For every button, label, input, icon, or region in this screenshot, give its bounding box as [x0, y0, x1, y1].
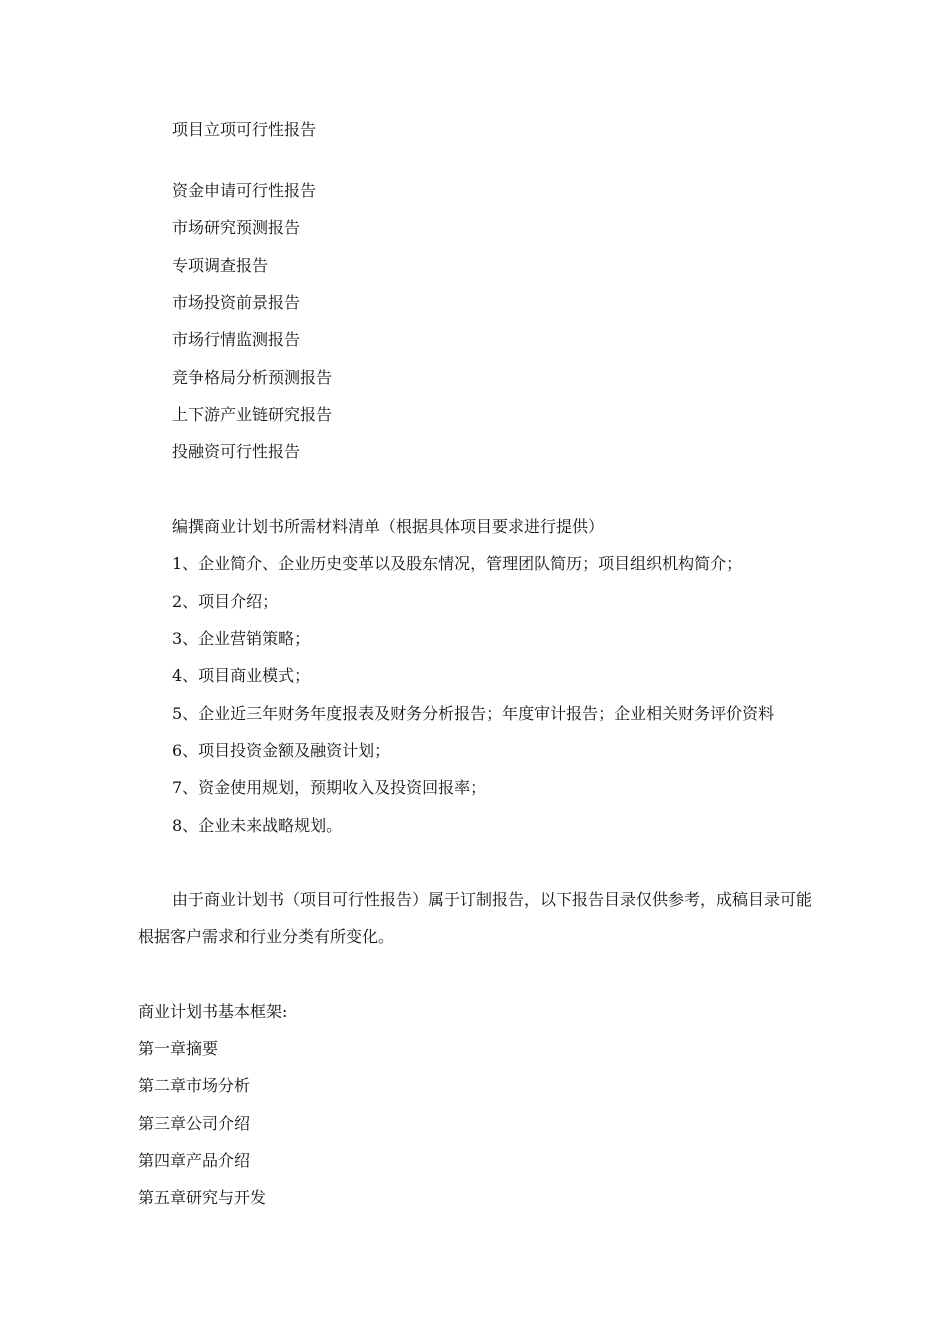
report-type-item: 项目立项可行性报告	[172, 120, 317, 139]
material-item: 2、项目介绍；	[172, 592, 279, 611]
framework-heading: 商业计划书基本框架:	[138, 1002, 288, 1021]
note-paragraph: 由于商业计划书（项目可行性报告）属于订制报告，以下报告目录仅供参考，成稿目录可能根据客户需求和行业分类有所变化。	[138, 890, 813, 946]
report-type-item: 资金申请可行性报告	[172, 181, 317, 200]
report-type-item: 市场行情监测报告	[172, 330, 301, 349]
chapter-item: 第二章市场分析	[138, 1076, 251, 1095]
chapter-item: 第三章公司介绍	[138, 1114, 251, 1133]
report-type-item: 上下游产业链研究报告	[172, 405, 333, 424]
report-type-item: 竞争格局分析预测报告	[172, 368, 333, 387]
materials-heading: 编撰商业计划书所需材料清单（根据具体项目要求进行提供）	[172, 517, 605, 536]
chapter-item: 第五章研究与开发	[138, 1188, 267, 1207]
report-type-item: 市场研究预测报告	[172, 218, 301, 237]
material-item: 6、项目投资金额及融资计划；	[172, 741, 391, 760]
chapter-item: 第一章摘要	[138, 1039, 219, 1058]
material-item: 7、资金使用规划，预期收入及投资回报率；	[172, 778, 487, 797]
material-item: 5、企业近三年财务年度报表及财务分析报告；年度审计报告；企业相关财务评价资料	[172, 704, 775, 723]
material-item: 4、项目商业模式；	[172, 666, 311, 685]
chapter-item: 第四章产品介绍	[138, 1151, 251, 1170]
report-type-item: 专项调查报告	[172, 256, 269, 275]
material-item: 8、企业未来战略规划。	[172, 816, 343, 835]
material-item: 3、企业营销策略；	[172, 629, 311, 648]
report-type-item: 投融资可行性报告	[172, 442, 301, 461]
material-item: 1、企业简介、企业历史变革以及股东情况，管理团队简历；项目组织机构简介；	[172, 554, 743, 573]
report-type-item: 市场投资前景报告	[172, 293, 301, 312]
